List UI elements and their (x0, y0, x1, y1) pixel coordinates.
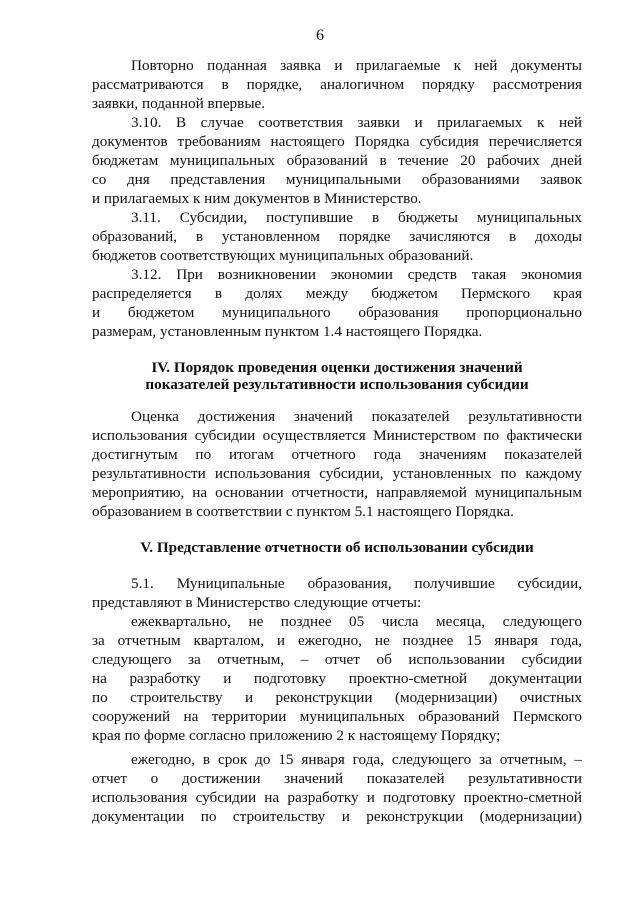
text-line: на разработку и подготовку проектно-сметной документации (92, 670, 582, 687)
text-line: Повторно поданная заявка и прилагаемые к ней документы (131, 57, 582, 74)
text-line: достигнутым по итогам отчетного года значениям показателей (92, 446, 582, 463)
text-line: мероприятию, на основании отчетности, направляемой муниципальным (92, 484, 582, 501)
text-line: использования субсидии осуществляется Министерством по фактически (92, 427, 582, 444)
text-line: ежегодно, в срок до 15 января года, следующего за отчетным, – (131, 751, 582, 768)
text-line: сооружений на территории муниципальных образований Пермского (92, 708, 582, 725)
text-line: края по форме согласно приложению 2 к настоящему Порядку; (92, 727, 501, 744)
text-line: образованием в соответствии с пунктом 5.1 настоящего Порядка. (92, 503, 514, 520)
text-line: 3.11. Субсидии, поступившие в бюджеты муниципальных (131, 209, 582, 226)
text-line: и прилагаемых к ним документов в Министерство. (92, 190, 422, 207)
text-line: за отчетным кварталом, и ежегодно, не позднее 15 января года, (92, 632, 582, 649)
text-line: 3.10. В случае соответствия заявки и прилагаемых к ней (131, 114, 582, 131)
text-line: результативности использования субсидии, установленных по каждому (92, 465, 582, 482)
text-line: документации по строительству и реконструкции (модернизации) (92, 808, 582, 825)
text-line: бюджетов соответствующих муниципальных образований. (92, 247, 474, 264)
text-line: представляют в Министерство следующие отчеты: (92, 594, 422, 611)
text-line: бюджетам муниципальных образований в течение 20 рабочих дней (92, 152, 582, 169)
text-line: со дня представления муниципальными образованиями заявок (92, 171, 582, 188)
text-line: следующего за отчетным, – отчет об использовании субсидии (92, 651, 582, 668)
text-line: ежеквартально, не позднее 05 числа месяца, следующего (131, 613, 582, 630)
text-line: по строительству и реконструкции (модернизации) очистных (92, 689, 582, 706)
text-line: отчет о достижении значений показателей результативности (92, 770, 582, 787)
text-line: 5.1. Муниципальные образования, получившие субсидии, (131, 575, 582, 592)
text-line: рассматриваются в порядке, аналогичном порядку рассмотрения (92, 76, 582, 93)
text-line: и бюджетом муниципального образования пропорционально (92, 304, 582, 321)
section-heading: показателей результативности использования субсидии (145, 376, 529, 393)
text-line: использования субсидии на разработку и подготовку проектно-сметной (92, 789, 582, 806)
text-line: образований, в установленном порядке зачисляются в доходы (92, 228, 582, 245)
text-line: заявки, поданной впервые. (92, 95, 266, 112)
text-line: 3.12. При возникновении экономии средств такая экономия (131, 266, 582, 283)
text-line: размерам, установленным пунктом 1.4 настоящего Порядка. (92, 323, 483, 340)
text-line: документов требованиям настоящего Порядка субсидия перечисляется (92, 133, 582, 150)
section-heading: IV. Порядок проведения оценки достижения значений (151, 359, 523, 376)
text-line: распределяется в долях между бюджетом Пермского края (92, 285, 582, 302)
page-number: 6 (316, 27, 324, 44)
section-heading: V. Представление отчетности об использовании субсидии (140, 539, 534, 556)
text-line: Оценка достижения значений показателей результативности (131, 408, 582, 425)
